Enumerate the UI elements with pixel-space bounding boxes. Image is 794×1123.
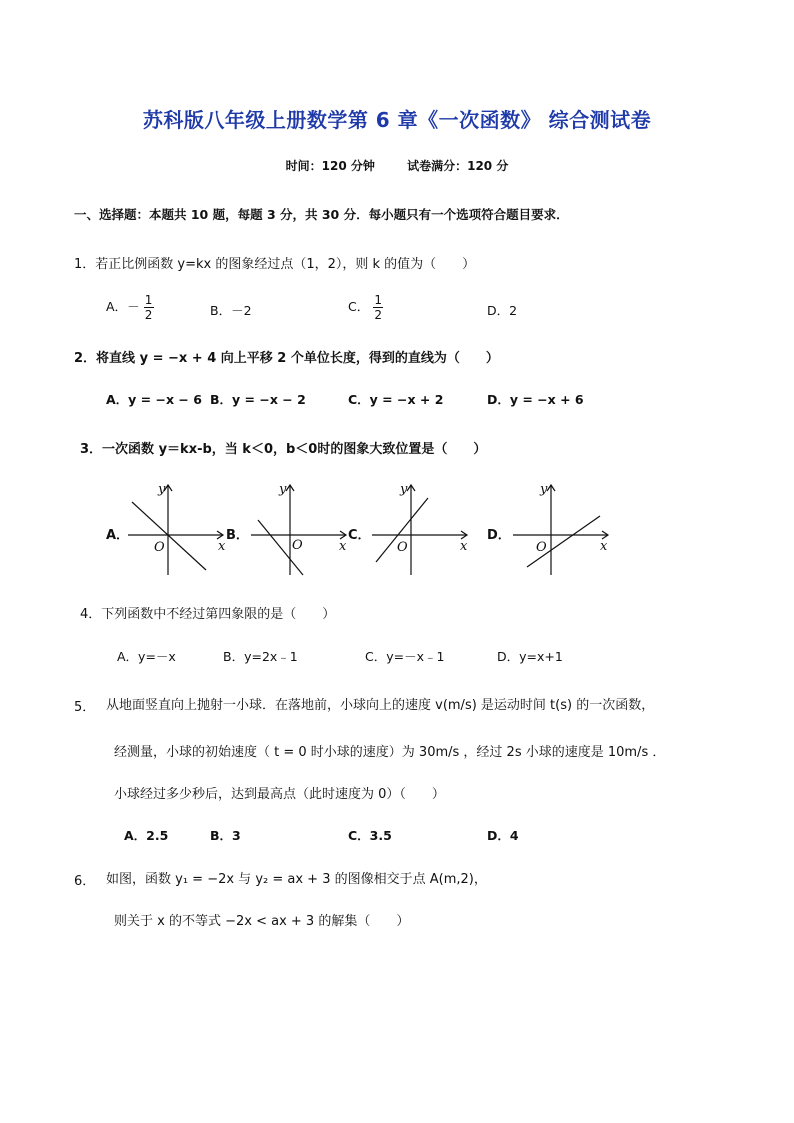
question-2-option-a: A．y = −x − 6	[106, 392, 202, 407]
question-5-number: 5．	[74, 700, 96, 715]
origin-label: O	[536, 540, 547, 555]
graph-b-label: B．	[226, 528, 249, 543]
question-6-line-2: 则关于 x 的不等式 −2x < ax + 3 的解集（ ）	[114, 914, 410, 929]
question-4-stem: 4．下列函数中不经过第四象限的是（ ）	[80, 607, 336, 622]
fraction-numerator: 1	[144, 293, 153, 307]
section-heading: 一、选择题：本题共 10 题，每题 3 分，共 30 分．每小题只有一个选项符合题目要求．	[74, 207, 569, 222]
question-4-option-b: B．y=2x﹣1	[223, 649, 298, 664]
page-title: 苏科版八年级上册数学第 6 章《一次函数》 综合测试卷	[142, 108, 652, 132]
question-5-line-1: 从地面竖直向上抛射一小球．在落地前，小球向上的速度 v(m/s) 是运动时间 t(s) 的一次函数，	[106, 698, 655, 713]
question-1-option-a	[106, 293, 154, 322]
graph-d	[505, 480, 615, 580]
question-1-option-c	[348, 293, 383, 322]
graph-b	[243, 480, 353, 580]
exam-score: 试卷满分：120 分	[407, 159, 509, 173]
question-5-option-b: B．3	[210, 828, 241, 843]
option-c-label: C．	[348, 299, 370, 314]
graph-a-label: A．	[106, 528, 130, 543]
x-axis-label: x	[460, 539, 468, 554]
origin-label: O	[154, 540, 165, 555]
question-5-option-c: C．3.5	[348, 828, 392, 843]
question-2-option-c: C．y = −x + 2	[348, 392, 444, 407]
x-axis-label: x	[339, 539, 347, 554]
fraction-numerator: 1	[374, 293, 383, 307]
x-axis-label: x	[218, 539, 226, 554]
question-5-line-2: 经测量，小球的初始速度（ t = 0 时小球的速度）为 30m/s ，经过 2s 小球的速度是 10m/s ．	[114, 745, 666, 760]
fraction-denominator: 2	[144, 308, 153, 322]
y-axis-label: y	[400, 482, 408, 497]
y-axis-label: y	[158, 482, 166, 497]
question-6-number: 6．	[74, 874, 96, 889]
question-2-stem: 2．将直线 y = −x + 4 向上平移 2 个单位长度，得到的直线为（ ）	[74, 351, 499, 366]
question-4-option-d: D．y=x+1	[497, 649, 563, 664]
question-2-option-d: D．y = −x + 6	[487, 392, 584, 407]
question-5-option-a: A．2.5	[124, 828, 169, 843]
exam-time: 时间：120 分钟	[285, 159, 375, 173]
exam-info	[0, 157, 794, 174]
question-4-option-c: C．y=－x﹣1	[365, 649, 445, 664]
question-5-option-d: D．4	[487, 828, 519, 843]
option-c-fraction	[373, 293, 383, 322]
question-1-stem: 1．若正比例函数 y=kx 的图象经过点（1，2），则 k 的值为（ ）	[74, 257, 476, 272]
graph-c	[364, 480, 474, 580]
y-axis-label: y	[540, 482, 548, 497]
question-1-option-b: B．－2	[210, 303, 252, 318]
graph-d-label: D．	[487, 528, 511, 543]
option-a-fraction	[144, 293, 154, 322]
graph-a	[120, 480, 230, 580]
y-axis-label: y	[279, 482, 287, 497]
question-4-option-a: A．y=－x	[117, 649, 176, 664]
graph-c-label: C．	[348, 528, 371, 543]
graph-line	[132, 502, 206, 570]
option-a-label: A．	[106, 299, 128, 314]
origin-label: O	[397, 540, 408, 555]
x-axis-label: x	[600, 539, 608, 554]
question-2-option-b: B．y = −x − 2	[210, 392, 306, 407]
option-a-sign: －	[127, 299, 140, 314]
fraction-denominator: 2	[374, 308, 383, 322]
origin-label: O	[292, 538, 303, 553]
question-5-line-3: 小球经过多少秒后，达到最高点（此时速度为 0）（ ）	[114, 787, 445, 802]
question-3-stem: 3．一次函数 y＝kx-b，当 k＜0，b＜0时的图象大致位置是（ ）	[80, 442, 487, 457]
question-6-line-1: 如图，函数 y₁ = −2x 与 y₂ = ax + 3 的图像相交于点 A(m,2)，	[106, 872, 487, 887]
question-1-option-d: D．2	[487, 303, 518, 318]
